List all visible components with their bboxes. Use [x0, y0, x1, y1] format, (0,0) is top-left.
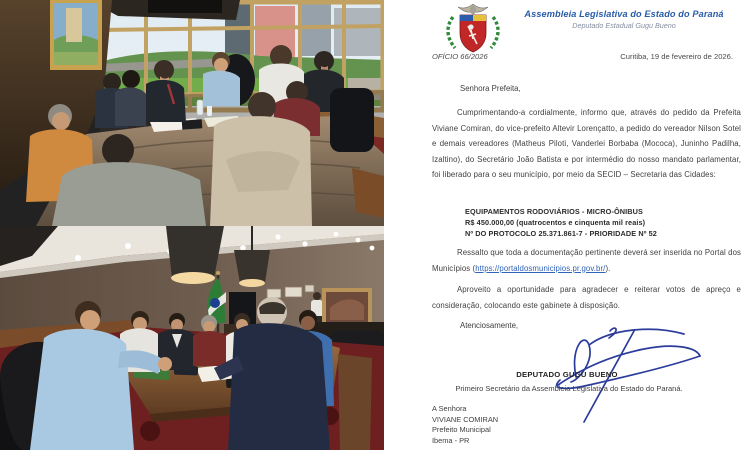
portal-link[interactable]: https://portaldosmunicipios.pr.gov.br/ — [475, 263, 606, 273]
paragraph-thanks: Aproveito a oportunidade para agradecer e reiterar votos de apreço e consideração, colocando este gabinete à disposição. — [432, 285, 741, 310]
laurel-right — [491, 17, 498, 48]
grant-protocol: Nº DO PROTOCOLO 25.371.861-7 - PRIORIDADE Nº 52 — [465, 228, 657, 238]
black-chair-right — [330, 88, 374, 152]
closing: Atenciosamente, — [460, 321, 519, 330]
letterhead — [502, 9, 746, 30]
salutation: Senhora Prefeita, — [460, 84, 521, 93]
wood-chair-back — [338, 354, 372, 450]
meeting-photo-bottom — [0, 226, 384, 450]
laurel-left — [448, 17, 455, 48]
paragraph-portal-text: Ressalto que toda a documentação pertinente deverá ser inserida no Portal dos Municípios ( — [432, 248, 741, 273]
water-bottle — [197, 100, 203, 115]
recipient-name: VIVIANE COMIRAN — [432, 414, 499, 424]
recipient-block — [432, 404, 498, 446]
signer-name: DEPUTADO GUGU BUENO — [516, 370, 618, 379]
signer-role: Primeiro Secretário da Assembleia Legislativa do Estado do Paraná. — [455, 384, 683, 393]
wood-armrest — [352, 168, 384, 218]
date-line: Curitiba, 19 de fevereiro de 2026. — [620, 52, 733, 61]
meeting-photo-top — [0, 0, 384, 226]
office-reference: OFÍCIO 66/2026 — [432, 52, 488, 61]
recipient-title: Prefeito Municipal — [432, 425, 491, 434]
building-light — [334, 8, 384, 56]
shield-chief-blue — [460, 15, 473, 21]
ceiling-lamp — [148, 0, 222, 13]
grant-item: EQUIPAMENTOS RODOVIÁRIOS - MICRO-ÔNIBUS — [465, 207, 643, 216]
recipient-honorific: A Senhora — [432, 404, 467, 413]
grant-value: R$ 450.000,00 (quatrocentos e cinquenta mil reais) — [465, 217, 646, 227]
official-letter — [384, 0, 750, 450]
shield-chief-yellow — [473, 15, 486, 21]
paragraph-portal — [432, 245, 741, 276]
painting-tower — [66, 8, 82, 42]
paragraph-request: Cumprimentando-a cordialmente, informo que, através do pedido da Prefeita Viviane Comiran, do vice-prefeito Altevir Lorençatto, a pedido do vereador Nilson Sotel e demais vereadores (Matheus Piloti, Vanderlei Borbaba (Mococa), Juninho Padilha, Izaltino), do Secretário João Batista e por intermédio do nosso mandato parlamentar, foi liberado para o seu município, por meio da SECID – Secretaria das Cidades: — [432, 108, 741, 180]
paragraph-portal-close: ). — [605, 263, 611, 273]
recipient-city: Ibema - PR — [432, 435, 470, 445]
falcon-body — [470, 6, 476, 15]
gold-painting — [322, 288, 372, 326]
org-title: Assembleia Legislativa do Estado do Paraná — [524, 9, 724, 19]
parana-coat-of-arms-icon — [441, 2, 505, 54]
deputy-subtitle: Deputado Estadual Gugu Bueno — [572, 21, 676, 30]
painting-field — [54, 52, 98, 65]
grant-highlight-block — [465, 207, 657, 239]
